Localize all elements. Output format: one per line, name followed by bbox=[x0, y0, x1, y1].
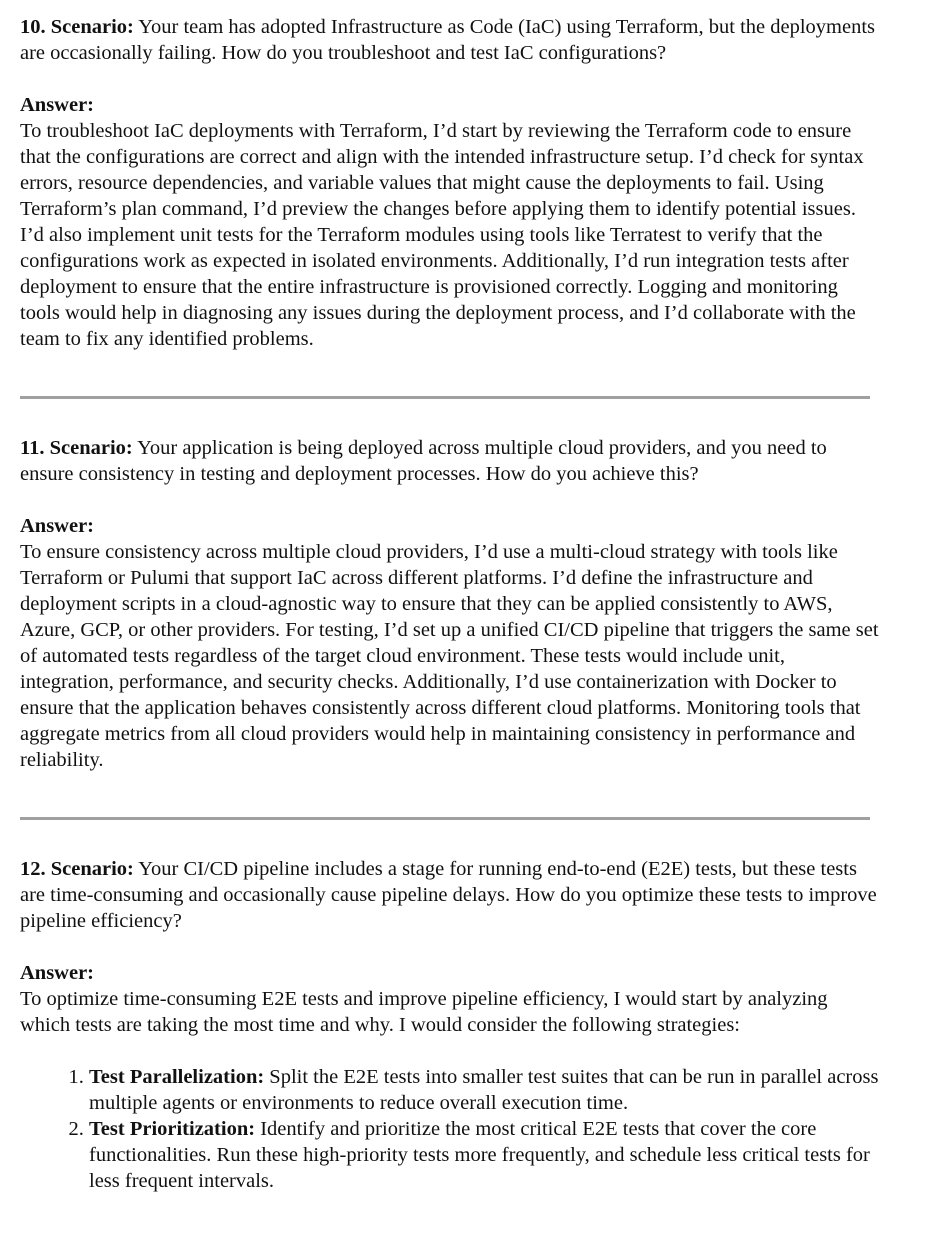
scenario-question bbox=[20, 856, 880, 934]
answer-text: To optimize time-consuming E2E tests and improve pipeline efficiency, I would start by analyzing which tests are taking the most time and why. I would consider the following strategies: bbox=[20, 988, 828, 1036]
strategy-list bbox=[20, 1064, 880, 1194]
question-text: Your application is being deployed across multiple cloud providers, and you need to ensure consistency in testing and deployment processes. How do you achieve this? bbox=[20, 437, 827, 485]
section-divider bbox=[20, 396, 870, 399]
question-text: Your team has adopted Infrastructure as Code (IaC) using Terraform, but the deployments are occasionally failing. How do you troubleshoot and test IaC configurations? bbox=[20, 16, 875, 64]
scenario-number: 11. Scenario: bbox=[20, 437, 133, 459]
answer-heading: Answer: bbox=[20, 962, 95, 984]
strategy-item bbox=[89, 1116, 880, 1194]
scenario-number: 10. Scenario: bbox=[20, 16, 134, 38]
answer-text: To ensure consistency across multiple cloud providers, I’d use a multi-cloud strategy with tools like Terraform or Pulumi that support IaC across different platforms. I’d define the infrastructure and deployment scripts in a cloud-agnostic way to ensure that they can be applied consistently to AWS, Azure, GCP, or other providers. For testing, I’d set up a unified CI/CD pipeline that triggers the same set of automated tests regardless of the target cloud environment. These tests would include unit, integration, performance, and security checks. Additionally, I’d use containerization with Docker to ensure that the application behaves consistently across different cloud platforms. Monitoring tools that aggregate metrics from all cloud providers would help in maintaining consistency in performance and reliability. bbox=[20, 541, 879, 771]
scenario-10 bbox=[20, 14, 880, 352]
strategy-title: Test Prioritization: bbox=[89, 1118, 256, 1140]
strategy-text: Split the E2E tests into smaller test suites that can be run in parallel across multiple agents or environments to reduce overall execution time. bbox=[89, 1066, 879, 1114]
question-text: Your CI/CD pipeline includes a stage for running end-to-end (E2E) tests, but these tests are time-consuming and occasionally cause pipeline delays. How do you optimize these tests to improve pipeline efficiency? bbox=[20, 858, 877, 932]
strategy-item bbox=[89, 1064, 880, 1116]
answer-text: To troubleshoot IaC deployments with Terraform, I’d start by reviewing the Terraform code to ensure that the configurations are correct and align with the intended infrastructure setup. I’d check for syntax errors, resource dependencies, and variable values that might cause the deployments to fail. Using Terraform’s plan command, I’d preview the changes before applying them to identify potential issues. I’d also implement unit tests for the Terraform modules using tools like Terratest to verify that the configurations work as expected in isolated environments. Additionally, I’d run integration tests after deployment to ensure that the entire infrastructure is provisioned correctly. Logging and monitoring tools would help in diagnosing any issues during the deployment process, and I’d collaborate with the team to fix any identified problems. bbox=[20, 120, 864, 350]
scenario-question bbox=[20, 435, 880, 487]
scenario-11 bbox=[20, 435, 880, 773]
answer-heading: Answer: bbox=[20, 94, 95, 116]
document-page bbox=[20, 14, 880, 1194]
section-divider bbox=[20, 817, 870, 820]
scenario-question bbox=[20, 14, 880, 66]
scenario-number: 12. Scenario: bbox=[20, 858, 134, 880]
scenario-12 bbox=[20, 856, 880, 1194]
answer-heading: Answer: bbox=[20, 515, 95, 537]
strategy-text: Identify and prioritize the most critical E2E tests that cover the core functionalities. Run these high-priority tests more frequently, and schedule less critical tests for less frequent intervals. bbox=[89, 1118, 870, 1192]
strategy-title: Test Parallelization: bbox=[89, 1066, 265, 1088]
